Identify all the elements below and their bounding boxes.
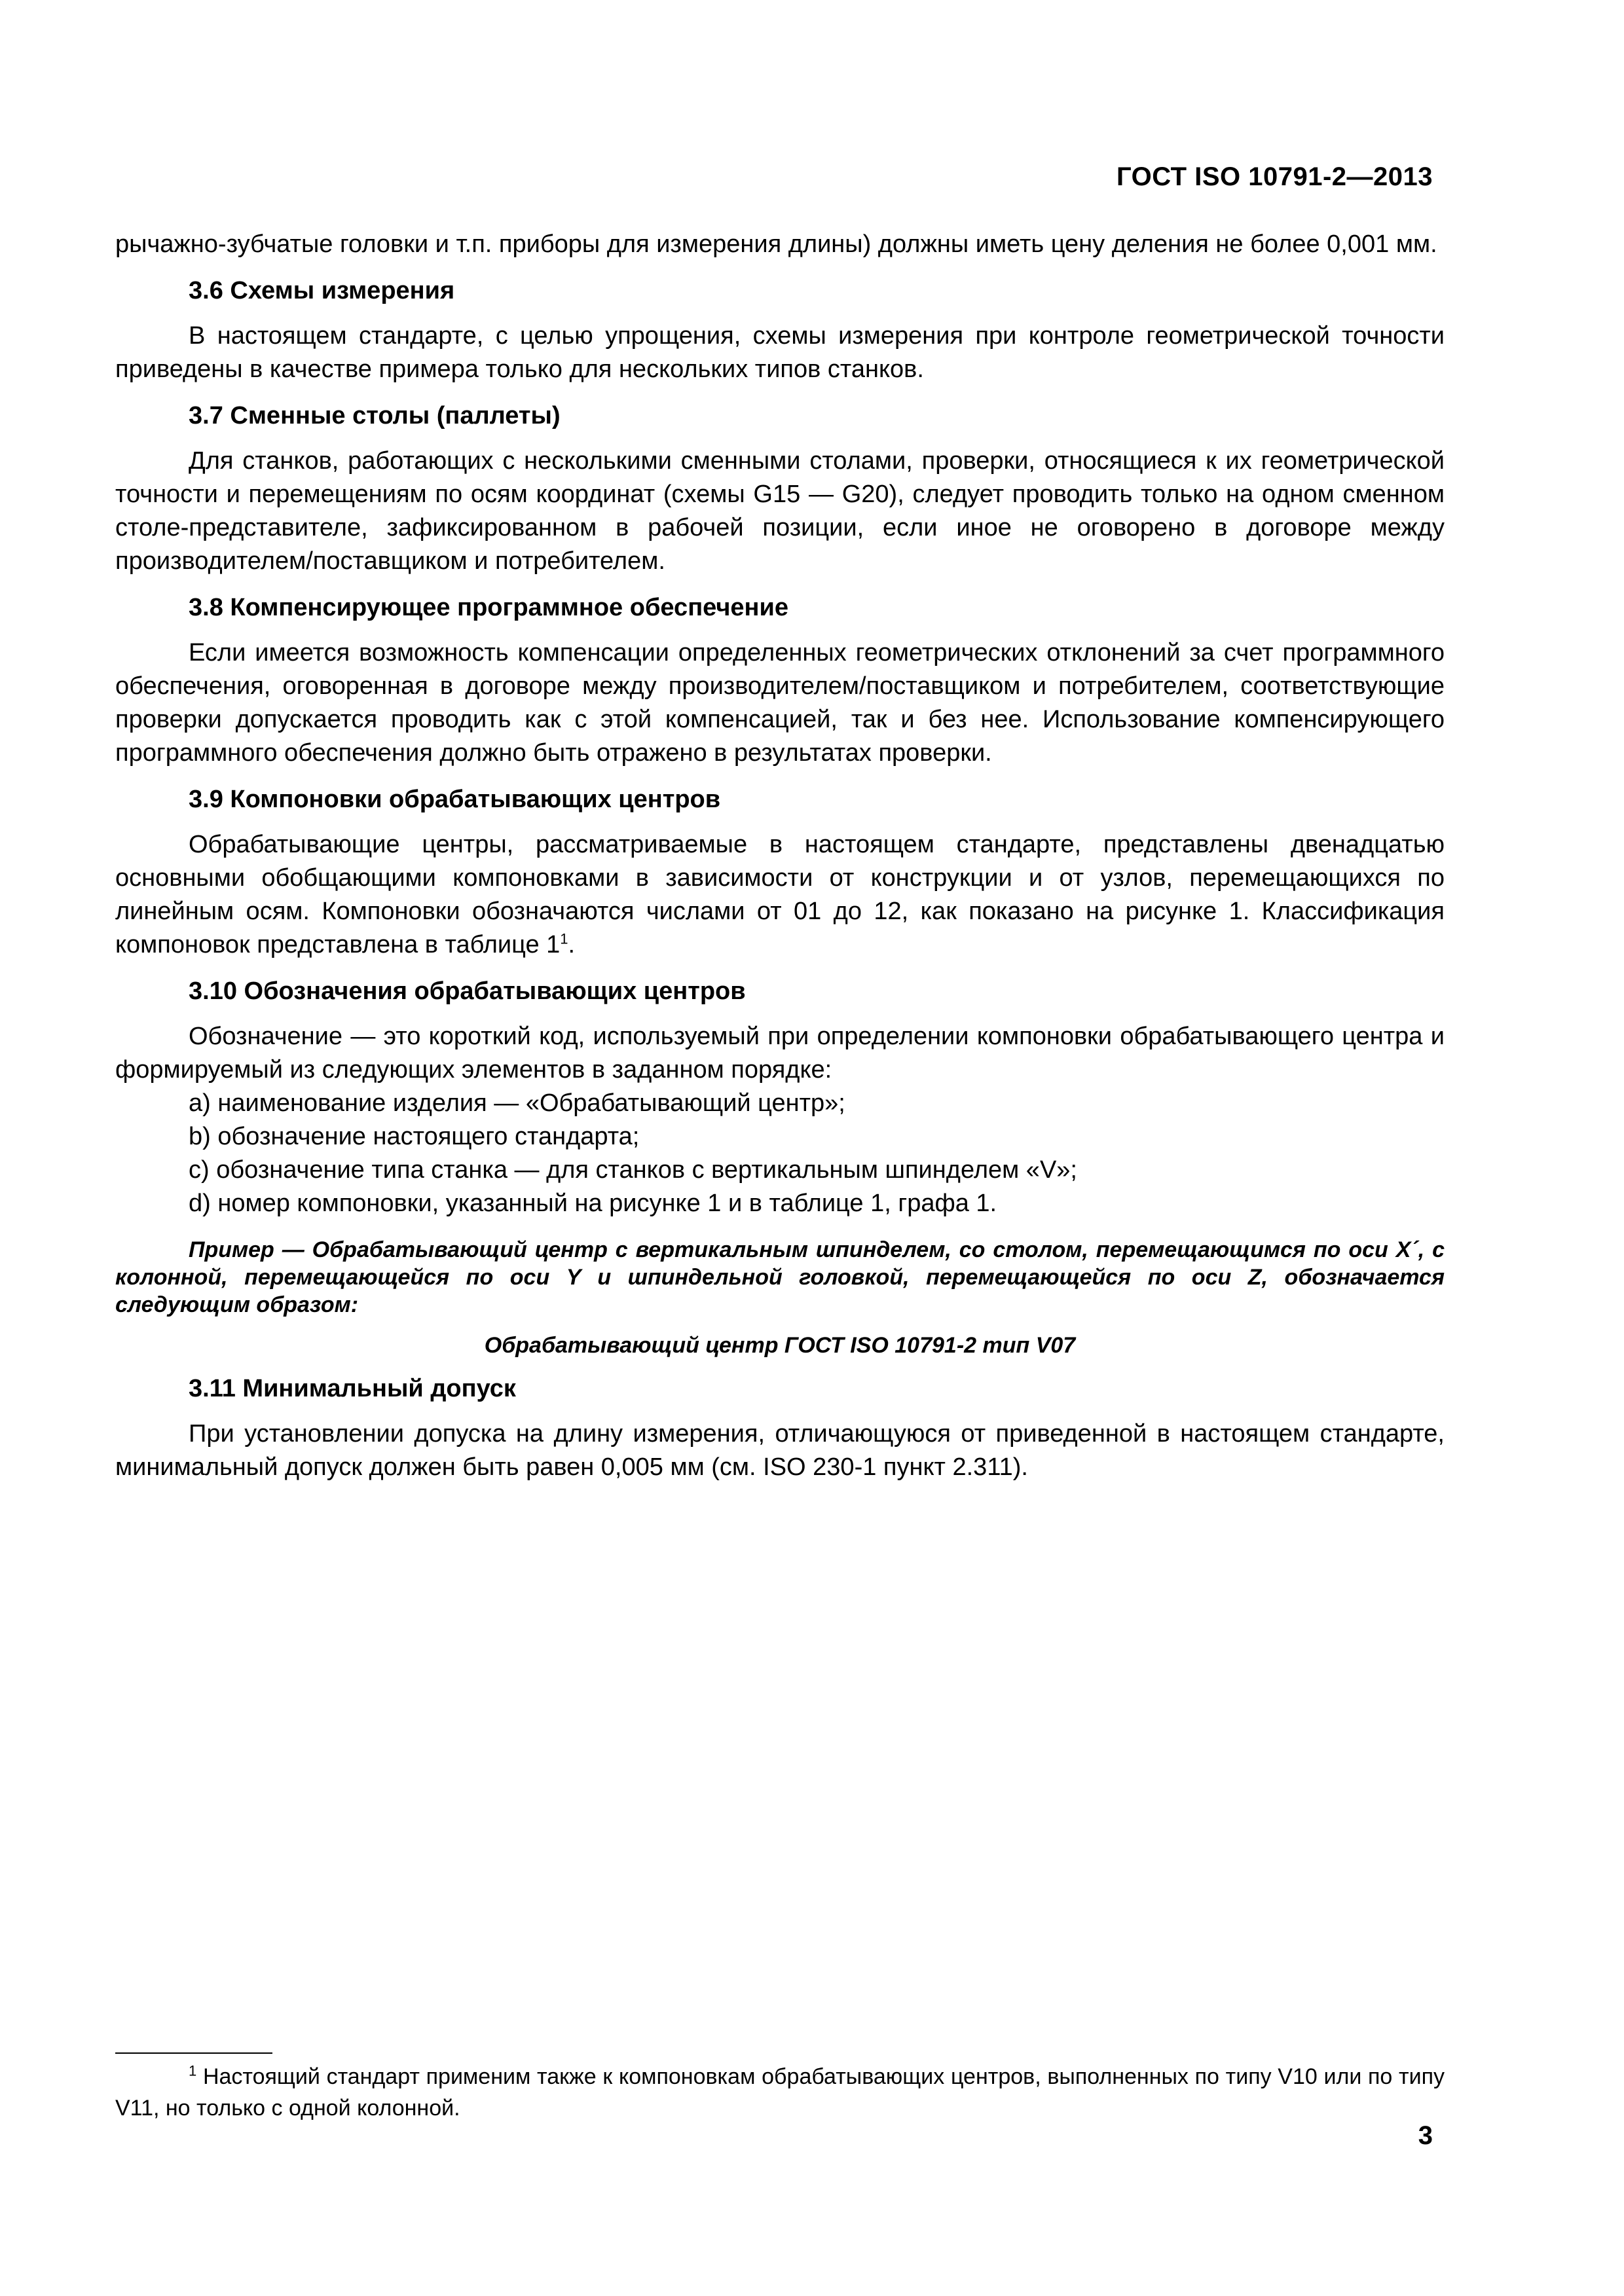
section-3-10-text: Обозначение — это короткий код, используемый при определении компоновки обрабатывающего центра и формируемый из следующих элементов в заданном порядке: — [115, 1023, 1445, 1084]
footnote-reference: 1 — [560, 930, 568, 947]
section-3-11-text: При установлении допуска на длину измерения, отличающуюся от приведенной в настоящем стандарте, минимальный допуск должен быть равен 0,005 мм (см. ISO 230-1 пункт 2.311). — [115, 1420, 1445, 1481]
section-3-9-end: . — [568, 931, 576, 958]
section-3-8-text: Если имеется возможность компенсации определенных геометрических отклонений за счет программного обеспечения, оговоренная в договоре между производителем/поставщиком и потребителем, соответствующие проверки допускается проводить как с этой компенсацией, так и без нее. Использование компенсирующего программного обеспечения должно быть отражено в результатах проверки. — [115, 639, 1445, 767]
footnote-divider — [115, 2052, 272, 2054]
list-item: c) обозначение типа станка — для станков с вертикальным шпинделем «V»; — [189, 1156, 1077, 1184]
example-designation: Обрабатывающий центр ГОСТ ISO 10791-2 тип V07 — [484, 1333, 1076, 1358]
section-3-6-heading: 3.6 Схемы измерения — [189, 277, 455, 304]
list-item: d) номер компоновки, указанный на рисунке 1 и в таблице 1, графа 1. — [189, 1190, 997, 1217]
footnote-mark: 1 — [189, 2062, 197, 2079]
list-item: a) наименование изделия — «Обрабатывающий центр»; — [189, 1089, 845, 1117]
footnote-text — [115, 2061, 1445, 2124]
section-3-10-heading: 3.10 Обозначения обрабатывающих центров — [189, 977, 746, 1005]
intro-paragraph: рычажно-зубчатые головки и т.п. приборы для измерения длины) должны иметь цену деления не более 0,001 мм. — [115, 230, 1437, 258]
section-3-9-text — [115, 828, 1445, 962]
section-3-7-heading: 3.7 Сменные столы (паллеты) — [189, 402, 561, 429]
footnote-body: Настоящий стандарт применим также к компоновкам обрабатывающих центров, выполненных по типу V10 или по типу V11, но только с одной колонной. — [115, 2064, 1445, 2121]
section-3-9-heading: 3.9 Компоновки обрабатывающих центров — [189, 786, 721, 813]
list-item: b) обозначение настоящего стандарта; — [189, 1123, 640, 1150]
footnote — [115, 2061, 1445, 2124]
example-paragraph: Пример — Обрабатывающий центр с вертикальным шпинделем, со столом, перемещающимся по оси X´, с колонной, перемещающейся по оси Y и шпиндельной головкой, перемещающейся по оси Z, обозначается следующим образом: — [115, 1237, 1445, 1317]
document-body — [115, 228, 1445, 1484]
section-3-9-body: Обрабатывающие центры, рассматриваемые в настоящем стандарте, представлены двенадцатью основными обобщающими компоновками в зависимости от конструкции и от узлов, перемещающихся по линейным осям. Компоновки обозначаются числами от 01 до 12, как показано на рисунке 1. Классификация компоновок представлена в таблице 1 — [115, 831, 1445, 958]
section-3-11-heading: 3.11 Минимальный допуск — [189, 1375, 516, 1402]
page-number: 3 — [1418, 2121, 1433, 2150]
document-header: ГОСТ ISO 10791-2—2013 — [1116, 162, 1433, 191]
section-3-7-text: Для станков, работающих с несколькими сменными столами, проверки, относящиеся к их геометрической точности и перемещениям по осям координат (схемы G15 — G20), следует проводить только на одном сменном столе-представителе, зафиксированном в рабочей позиции, если иное не оговорено в договоре между производителем/поставщиком и потребителем. — [115, 447, 1445, 575]
section-3-8-heading: 3.8 Компенсирующее программное обеспечение — [189, 594, 788, 621]
section-3-6-text: В настоящем стандарте, с целью упрощения, схемы измерения при контроле геометрической точности приведены в качестве примера только для нескольких типов станков. — [115, 322, 1445, 383]
